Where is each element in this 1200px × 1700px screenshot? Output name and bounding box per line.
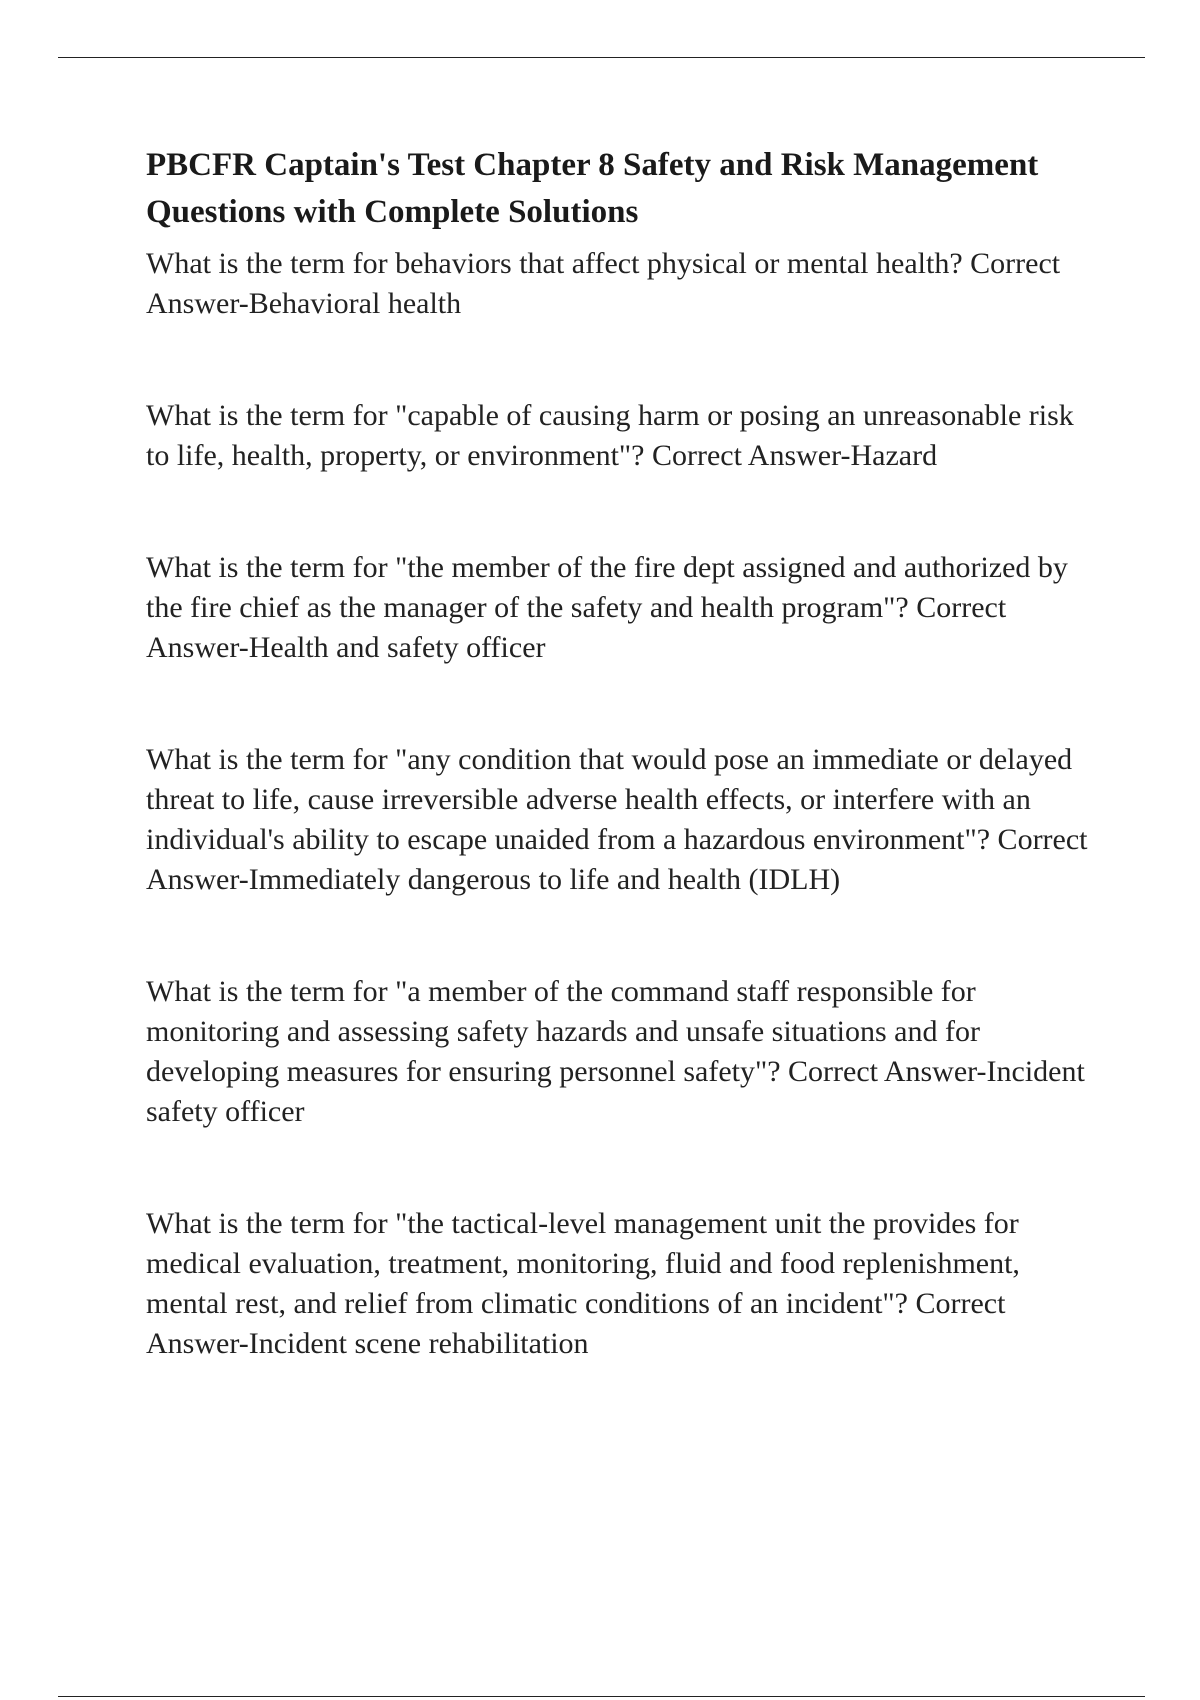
bottom-divider <box>58 1696 1145 1697</box>
qa-entry: What is the term for "a member of the command staff responsible for monitoring and assessing safety hazards and unsafe situations and for developing measures for ensuring personnel safety"? Correct Answer-Incident safety officer <box>146 975 1085 1128</box>
qa-entry: What is the term for "the member of the fire dept assigned and authorized by the fire chief as the manager of the safety and health program"? Correct Answer-Health and safety officer <box>146 551 1068 664</box>
document-title: PBCFR Captain's Test Chapter 8 Safety and Risk Management Questions with Complete Solutions <box>146 147 1039 230</box>
document-body <box>146 142 1096 1364</box>
qa-entry: What is the term for behaviors that affect physical or mental health? Correct Answer-Behavioral health <box>146 247 1061 320</box>
qa-entry: What is the term for "capable of causing harm or posing an unreasonable risk to life, health, property, or environment"? Correct Answer-Hazard <box>146 399 1074 472</box>
qa-entry: What is the term for "the tactical-level management unit the provides for medical evaluation, treatment, monitoring, fluid and food replenishment, mental rest, and relief from climatic conditions of an incident"? Correct Answer-Incident scene rehabilitation <box>146 1207 1020 1360</box>
qa-entry: What is the term for "any condition that would pose an immediate or delayed threat to life, cause irreversible adverse health effects, or interfere with an individual's ability to escape unaided from a hazardous environment"? Correct Answer-Immediately dangerous to life and health (IDLH) <box>146 743 1088 896</box>
top-divider <box>58 57 1145 58</box>
